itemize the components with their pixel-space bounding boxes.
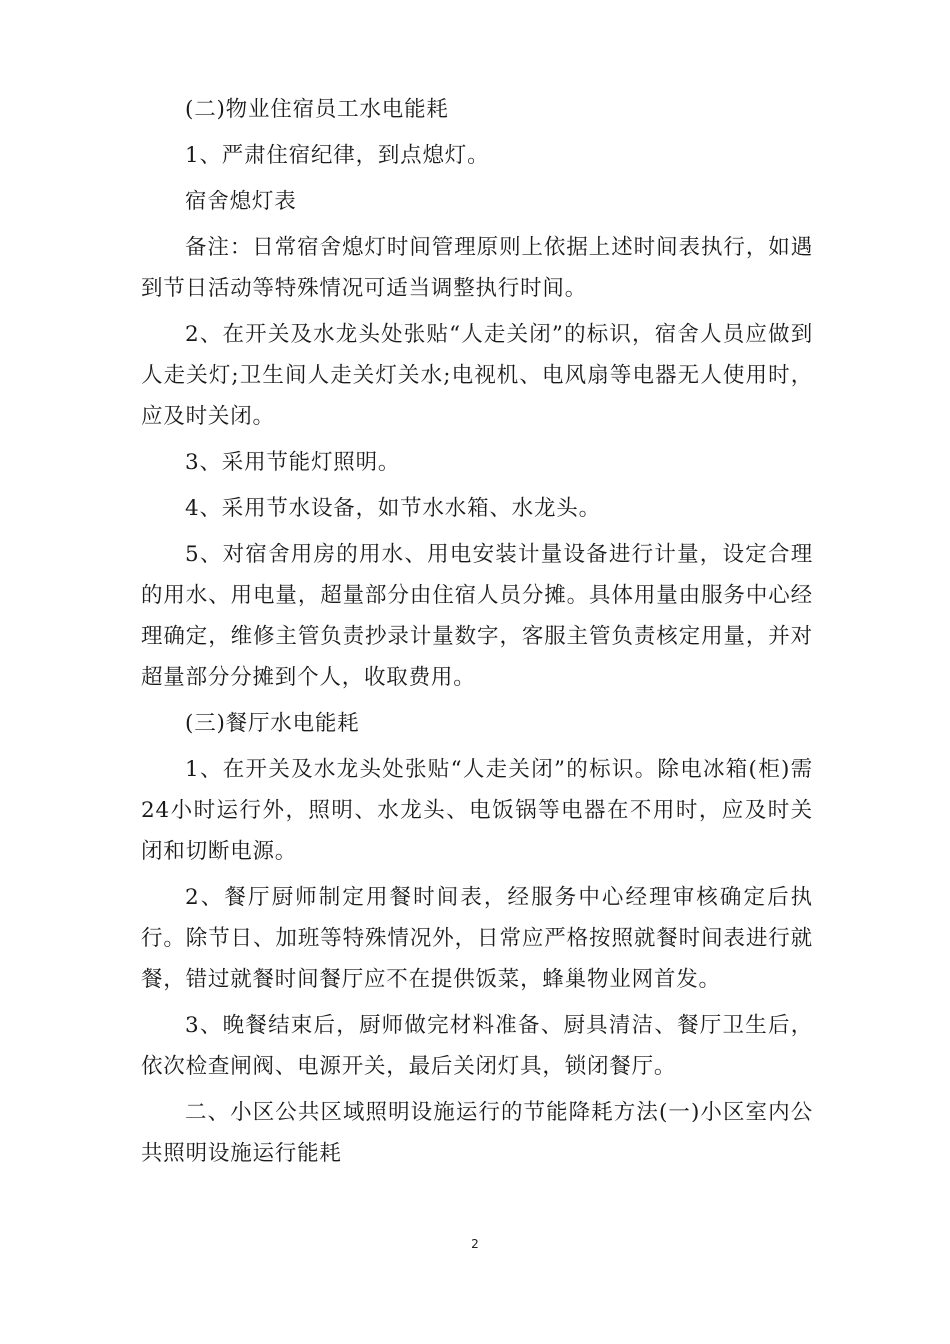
paragraph: 2、在开关及水龙头处张贴“人走关闭”的标识，宿舍人员应做到人走关灯;卫生间人走关灯关水;电视机、电风扇等电器无人使用时，应及时关闭。 [141, 322, 813, 429]
paragraph: 2、餐厅厨师制定用餐时间表，经服务中心经理审核确定后执行。除节日、加班等特殊情况外，日常应严格按照就餐时间表进行就餐，错过就餐时间餐厅应不在提供饭菜，蜂巢物业网首发。 [141, 885, 813, 992]
table-caption: 宿舍熄灯表 [185, 189, 297, 214]
paragraph: 3、晚餐结束后，厨师做完材料准备、厨具清洁、餐厅卫生后，依次检查闸阀、电源开关，最后关闭灯具，锁闭餐厅。 [141, 1013, 813, 1079]
page-number: 2 [471, 1237, 479, 1251]
paragraph: 1、在开关及水龙头处张贴“人走关闭”的标识。除电冰箱(柜)需24小时运行外，照明、水龙头、电饭锅等电器在不用时，应及时关闭和切断电源。 [141, 757, 813, 864]
paragraph: 4、采用节水设备，如节水水箱、水龙头。 [185, 496, 601, 521]
paragraph: 备注：日常宿舍熄灯时间管理原则上依据上述时间表执行，如遇到节日活动等特殊情况可适当调整执行时间。 [141, 235, 813, 301]
paragraph: 5、对宿舍用房的用水、用电安装计量设备进行计量，设定合理的用水、用电量，超量部分由住宿人员分摊。具体用量由服务中心经理确定，维修主管负责抄录计量数字，客服主管负责核定用量，并对超量部分分摊到个人，收取费用。 [141, 542, 813, 690]
section-heading-canteen: (三)餐厅水电能耗 [185, 711, 360, 736]
document-body [141, 89, 813, 1179]
paragraph: 1、严肃住宿纪律，到点熄灯。 [185, 143, 490, 168]
section-heading-public-lighting: 二、小区公共区域照明设施运行的节能降耗方法(一)小区室内公共照明设施运行能耗 [141, 1100, 813, 1166]
section-heading-staff-dorm: (二)物业住宿员工水电能耗 [185, 97, 449, 122]
paragraph: 3、采用节能灯照明。 [185, 450, 401, 475]
